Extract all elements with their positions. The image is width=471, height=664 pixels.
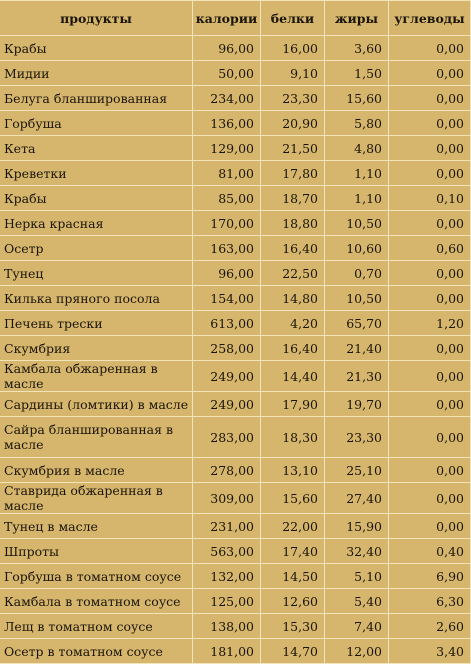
product-name-cell: Камбала обжаренная в масле: [0, 361, 193, 392]
table-row: [0, 211, 471, 236]
fat-cell: 12,00: [325, 639, 389, 664]
product-name-cell: Горбуша: [0, 111, 193, 136]
product-name-cell: Горбуша в томатном соусе: [0, 564, 193, 589]
carbs-cell: 0,00: [389, 286, 471, 311]
protein-cell: 15,60: [261, 483, 325, 514]
table-row: [0, 336, 471, 361]
table-row: [0, 539, 471, 564]
fat-cell: 10,50: [325, 211, 389, 236]
calories-cell: 283,00: [193, 417, 261, 458]
calories-cell: 309,00: [193, 483, 261, 514]
product-name-cell: Тунец: [0, 261, 193, 286]
protein-cell: 17,80: [261, 161, 325, 186]
fat-cell: 32,40: [325, 539, 389, 564]
product-name-cell: Сайра бланшированная в масле: [0, 417, 193, 458]
product-name-cell: Скумбрия: [0, 336, 193, 361]
protein-cell: 17,90: [261, 392, 325, 417]
calories-cell: 129,00: [193, 136, 261, 161]
product-name-cell: Мидии: [0, 61, 193, 86]
carbs-cell: 0,00: [389, 136, 471, 161]
protein-cell: 22,00: [261, 514, 325, 539]
table-row: [0, 417, 471, 458]
calories-cell: 258,00: [193, 336, 261, 361]
table-row: [0, 392, 471, 417]
calories-cell: 85,00: [193, 186, 261, 211]
fat-cell: 4,80: [325, 136, 389, 161]
product-name-cell: Осетр: [0, 236, 193, 261]
protein-cell: 4,20: [261, 311, 325, 336]
carbs-cell: 0,00: [389, 361, 471, 392]
protein-cell: 21,50: [261, 136, 325, 161]
carbs-cell: 0,00: [389, 514, 471, 539]
calories-cell: 138,00: [193, 614, 261, 639]
table-row: [0, 311, 471, 336]
carbs-cell: 0,00: [389, 86, 471, 111]
table-row: [0, 564, 471, 589]
product-name-cell: Шпроты: [0, 539, 193, 564]
carbs-cell: 0,00: [389, 261, 471, 286]
carbs-cell: 6,30: [389, 589, 471, 614]
header-product: продукты: [0, 1, 193, 36]
table-row: [0, 86, 471, 111]
fat-cell: 1,50: [325, 61, 389, 86]
carbs-cell: 0,40: [389, 539, 471, 564]
carbs-cell: 1,20: [389, 311, 471, 336]
protein-cell: 22,50: [261, 261, 325, 286]
header-calories: калории: [193, 1, 261, 36]
carbs-cell: 0,00: [389, 161, 471, 186]
protein-cell: 16,40: [261, 336, 325, 361]
product-name-cell: Ставрида обжаренная в масле: [0, 483, 193, 514]
fat-cell: 5,40: [325, 589, 389, 614]
table-row: [0, 36, 471, 61]
calories-cell: 125,00: [193, 589, 261, 614]
fat-cell: 25,10: [325, 458, 389, 483]
fat-cell: 10,60: [325, 236, 389, 261]
calories-cell: 278,00: [193, 458, 261, 483]
carbs-cell: 6,90: [389, 564, 471, 589]
header-row: [0, 1, 471, 36]
protein-cell: 16,40: [261, 236, 325, 261]
fat-cell: 27,40: [325, 483, 389, 514]
fat-cell: 23,30: [325, 417, 389, 458]
carbs-cell: 0,60: [389, 236, 471, 261]
fat-cell: 1,10: [325, 161, 389, 186]
product-name-cell: Белуга бланшированная: [0, 86, 193, 111]
table-row: [0, 186, 471, 211]
table-row: [0, 589, 471, 614]
fat-cell: 7,40: [325, 614, 389, 639]
calories-cell: 249,00: [193, 361, 261, 392]
header-carbs: углеводы: [389, 1, 471, 36]
carbs-cell: 0,00: [389, 483, 471, 514]
table-row: [0, 483, 471, 514]
protein-cell: 17,40: [261, 539, 325, 564]
product-name-cell: Осетр в томатном соусе: [0, 639, 193, 664]
fat-cell: 21,40: [325, 336, 389, 361]
table-row: [0, 136, 471, 161]
calories-cell: 136,00: [193, 111, 261, 136]
calories-cell: 81,00: [193, 161, 261, 186]
product-name-cell: Крабы: [0, 186, 193, 211]
product-name-cell: Тунец в масле: [0, 514, 193, 539]
protein-cell: 18,30: [261, 417, 325, 458]
fat-cell: 21,30: [325, 361, 389, 392]
product-name-cell: Лещ в томатном соусе: [0, 614, 193, 639]
calories-cell: 163,00: [193, 236, 261, 261]
fat-cell: 15,90: [325, 514, 389, 539]
table-row: [0, 236, 471, 261]
header-protein: белки: [261, 1, 325, 36]
calories-cell: 234,00: [193, 86, 261, 111]
calories-cell: 132,00: [193, 564, 261, 589]
product-name-cell: Нерка красная: [0, 211, 193, 236]
table-row: [0, 286, 471, 311]
calories-cell: 170,00: [193, 211, 261, 236]
product-name-cell: Сардины (ломтики) в масле: [0, 392, 193, 417]
protein-cell: 20,90: [261, 111, 325, 136]
carbs-cell: 0,00: [389, 417, 471, 458]
table-row: [0, 614, 471, 639]
protein-cell: 18,80: [261, 211, 325, 236]
protein-cell: 14,80: [261, 286, 325, 311]
product-name-cell: Печень трески: [0, 311, 193, 336]
carbs-cell: 2,60: [389, 614, 471, 639]
fat-cell: 1,10: [325, 186, 389, 211]
calories-cell: 96,00: [193, 261, 261, 286]
calories-cell: 231,00: [193, 514, 261, 539]
calories-cell: 181,00: [193, 639, 261, 664]
protein-cell: 14,50: [261, 564, 325, 589]
carbs-cell: 0,00: [389, 458, 471, 483]
table-row: [0, 261, 471, 286]
carbs-cell: 0,00: [389, 392, 471, 417]
carbs-cell: 0,00: [389, 61, 471, 86]
table-row: [0, 161, 471, 186]
fat-cell: 5,80: [325, 111, 389, 136]
product-name-cell: Кета: [0, 136, 193, 161]
protein-cell: 13,10: [261, 458, 325, 483]
fat-cell: 65,70: [325, 311, 389, 336]
fat-cell: 10,50: [325, 286, 389, 311]
fat-cell: 19,70: [325, 392, 389, 417]
calories-cell: 563,00: [193, 539, 261, 564]
protein-cell: 15,30: [261, 614, 325, 639]
carbs-cell: 3,40: [389, 639, 471, 664]
product-name-cell: Креветки: [0, 161, 193, 186]
calories-cell: 154,00: [193, 286, 261, 311]
protein-cell: 18,70: [261, 186, 325, 211]
fat-cell: 0,70: [325, 261, 389, 286]
carbs-cell: 0,00: [389, 336, 471, 361]
calories-cell: 249,00: [193, 392, 261, 417]
fat-cell: 3,60: [325, 36, 389, 61]
carbs-cell: 0,00: [389, 111, 471, 136]
fat-cell: 15,60: [325, 86, 389, 111]
table-row: [0, 514, 471, 539]
calories-cell: 50,00: [193, 61, 261, 86]
table-row: [0, 61, 471, 86]
product-name-cell: Скумбрия в масле: [0, 458, 193, 483]
product-name-cell: Крабы: [0, 36, 193, 61]
protein-cell: 14,40: [261, 361, 325, 392]
product-name-cell: Килька пряного посола: [0, 286, 193, 311]
product-name-cell: Камбала в томатном соусе: [0, 589, 193, 614]
protein-cell: 12,60: [261, 589, 325, 614]
carbs-cell: 0,00: [389, 211, 471, 236]
calories-cell: 613,00: [193, 311, 261, 336]
table-body: [0, 36, 471, 664]
protein-cell: 23,30: [261, 86, 325, 111]
table-row: [0, 458, 471, 483]
protein-cell: 14,70: [261, 639, 325, 664]
table-row: [0, 639, 471, 664]
header-fat: жиры: [325, 1, 389, 36]
table-row: [0, 111, 471, 136]
calories-cell: 96,00: [193, 36, 261, 61]
carbs-cell: 0,10: [389, 186, 471, 211]
carbs-cell: 0,00: [389, 36, 471, 61]
fat-cell: 5,10: [325, 564, 389, 589]
protein-cell: 9,10: [261, 61, 325, 86]
protein-cell: 16,00: [261, 36, 325, 61]
table-row: [0, 361, 471, 392]
